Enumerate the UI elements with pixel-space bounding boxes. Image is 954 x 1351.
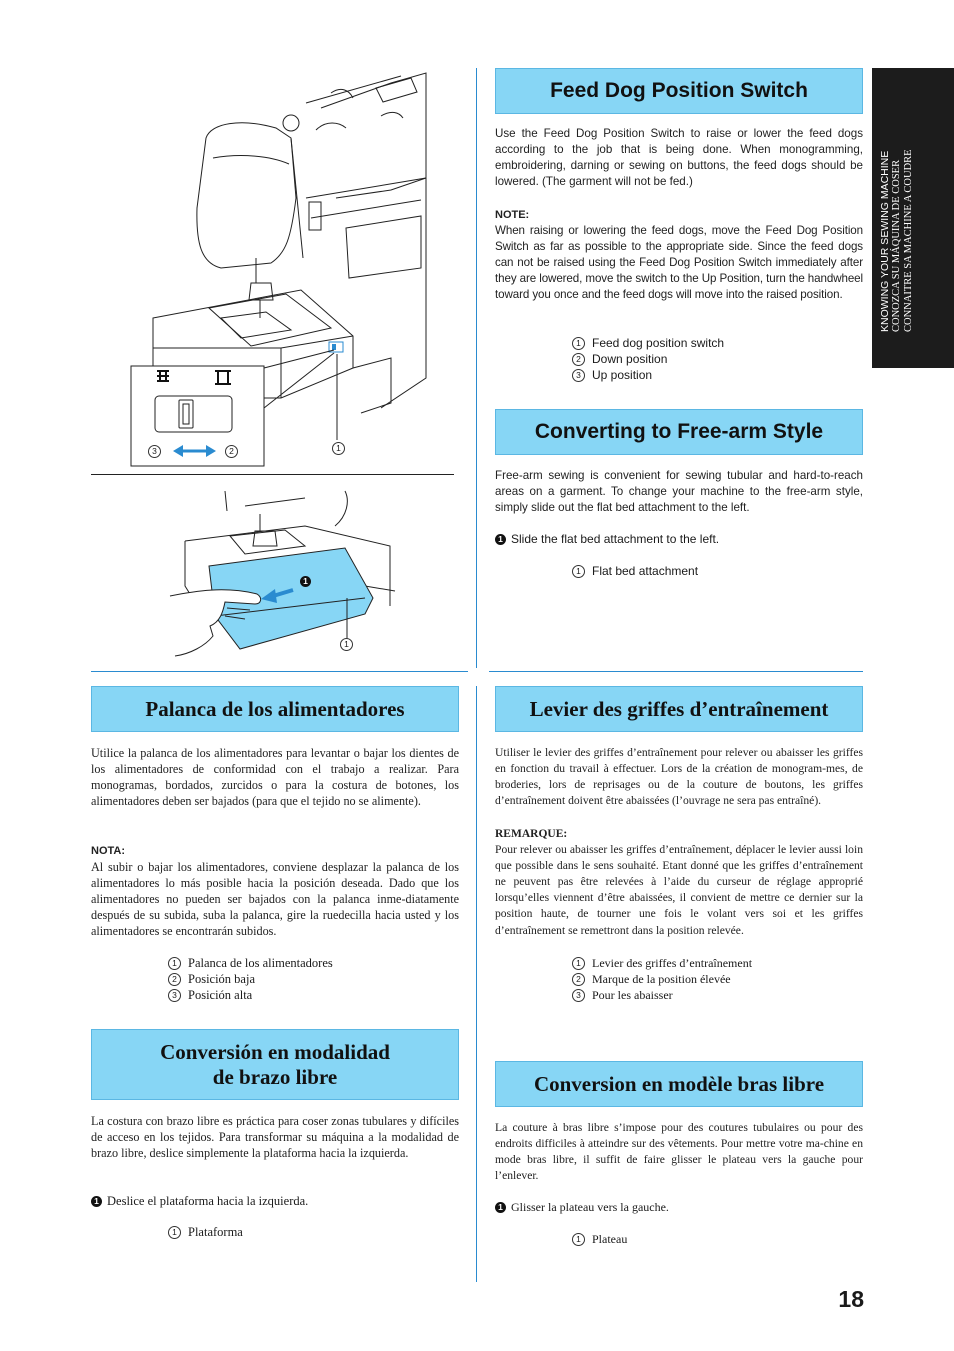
legend-item: 1 Feed dog position switch <box>572 335 724 351</box>
note-block <box>495 207 863 304</box>
section-header-feed-dog-en <box>495 68 863 114</box>
legend-item: 3 Pour les abaisser <box>572 987 752 1003</box>
note-label: NOTA: <box>91 845 126 857</box>
note-text: Al subir o bajar los alimentadores, conviene desplazar la palanca de los alimentadores lo más posible hacia la posición deseada. Dado que los alimentadores no pueden ser bajados con la palanca inme-diatamente después de su subida, suba la palanca, gire la ruedecilla hacia usted y los alimentadores se encontrarán subidos. <box>91 860 459 939</box>
section-title-line2: de brazo libre <box>212 1064 338 1089</box>
step-instruction: 1 Slide the flat bed attachment to the left. <box>495 532 719 546</box>
figure-free-arm <box>165 486 405 661</box>
body-text: Free-arm sewing is convenient for sewing tubular and hard-to-reach areas on a garment. To change your machine to the free-arm style, simply slide out the flat bed attachment to the left. <box>495 469 863 515</box>
note-text: Pour relever ou abaisser les griffes d’entraînement, déplacer le levier aussi loin que possible dans le sens souhaité. Etant donné que les griffes d’entraînement ne peuvent pas être relevées à l’aide du curseur de réglage approprié lorsqu’elles viennent d’être abaissées, il convient de mettre ce dernier sur la position haute, de tourner une fois le volant vers soi et les griffes d’entraînement se remettront dans la position relevée. <box>495 843 863 937</box>
section-title: Levier des griffes d’entraînement <box>529 696 829 721</box>
section-header-free-arm-fr <box>495 1061 863 1107</box>
body-text: Utiliser le levier des griffes d’entraînement pour relever ou abaisser les griffes en fonction du travail à effectuer. Lors de la création de monogram-mes, de broderies, lors de reprisages ou de la couture de boutons, les griffes d’entraînement doivent être abaissées (l’ouvrage ne sera pas entraîné). <box>495 746 863 808</box>
section-header-free-arm-es <box>91 1029 459 1100</box>
legend-item: 2 Marque de la position élevée <box>572 971 752 987</box>
section-title: Palanca de los alimentadores <box>145 696 405 721</box>
section-divider-right <box>489 671 863 672</box>
section-header-feed-dog-fr <box>495 686 863 732</box>
callout-1: 1 <box>332 442 345 455</box>
step-instruction: 1 Glisser la plateau vers la gauche. <box>495 1200 669 1215</box>
chapter-title-es: CONOZCA SU MÁQUINA DE COSER <box>891 159 902 332</box>
body-text: La couture à bras libre s’impose pour des coutures tubulaires ou pour des endroits difficiles à atteindre sur des vêtements. Pour mettre votre ma-chine en mode bras libre, il suffit de faire glisser le plateau vers la gauche pour l’enlever. <box>495 1121 863 1183</box>
callout-flat-bed: 1 <box>340 638 353 651</box>
page-number: 18 <box>838 1286 864 1312</box>
column-divider-bottom <box>476 686 477 1282</box>
body-text: Utilice la palanca de los alimentadores para levantar o bajar los dientes de los alimentadores de conformidad con el trabajo a realizar. Para monogramas, bordados, zurcidos o para la costura de botones, los alimentadores deben ser bajados (para que el tejido no se alimente). <box>91 746 459 809</box>
step-instruction: 1 Deslice el plataforma hacia la izquierda. <box>91 1194 308 1209</box>
legend-item: 3 Up position <box>572 367 724 383</box>
section-divider-left <box>91 671 468 672</box>
note-block <box>495 826 863 939</box>
step-marker-1: 1 <box>300 576 311 587</box>
legend-item: 3 Posición alta <box>168 987 333 1003</box>
section-title: Converting to Free-arm Style <box>534 420 824 443</box>
note-label: REMARQUE: <box>495 828 568 840</box>
note-block <box>91 843 459 940</box>
body-text: La costura con brazo libre es práctica para coser zonas tubulares y difíciles de acceso en los tejidos. Para transformar su máquina a la modalidad de brazo libre, deslice simplemente la plataforma hacia la izquierda. <box>91 1114 459 1161</box>
column-divider-top <box>476 68 477 668</box>
legend-item: 1 Palanca de los alimentadores <box>168 955 333 971</box>
legend-item: 1 Plataforma <box>168 1225 243 1240</box>
legend-list <box>168 955 333 1003</box>
legend-item: 1 Flat bed attachment <box>572 564 698 578</box>
section-header-feed-dog-es <box>91 686 459 732</box>
legend-item: 2 Posición baja <box>168 971 333 987</box>
body-text: Use the Feed Dog Position Switch to raise or lower the feed dogs according to the job that is being done. When monogramming, embroidering, darning or sewing on buttons, the feed dogs should be lowered. (The garment will not be fed.) <box>495 127 863 189</box>
legend-list <box>572 335 724 383</box>
section-header-free-arm-en <box>495 409 863 455</box>
chapter-tab-text <box>879 102 915 332</box>
chapter-title-en: KNOWING YOUR SEWING MACHINE <box>879 150 891 332</box>
callout-3: 3 <box>148 445 161 458</box>
section-title: Feed Dog Position Switch <box>550 79 808 102</box>
figure-feed-dog-switch <box>91 68 471 468</box>
figure-divider <box>91 474 454 475</box>
legend-list <box>572 955 752 1003</box>
section-title-line1: Conversión en modalidad <box>160 1039 390 1064</box>
legend-item: 1 Levier des griffes d’entraînement <box>572 955 752 971</box>
section-title: Conversion en modèle bras libre <box>533 1071 825 1096</box>
legend-item: 2 Down position <box>572 351 724 367</box>
note-text: When raising or lowering the feed dogs, move the Feed Dog Position Switch as far as possible to the appropriate side. Since the feed dogs can not be raised using the Feed Dog Position Switch immediately after they are lowered, move the switch to the Up Position, turn the handwheel toward you once and the feed dogs will move into the raised position. <box>495 224 863 302</box>
legend-item: 1 Plateau <box>572 1232 627 1247</box>
chapter-title-fr: CONNAITRE SA MACHINE A COUDRE <box>903 149 914 332</box>
callout-2: 2 <box>225 445 238 458</box>
note-label: NOTE: <box>495 209 530 221</box>
